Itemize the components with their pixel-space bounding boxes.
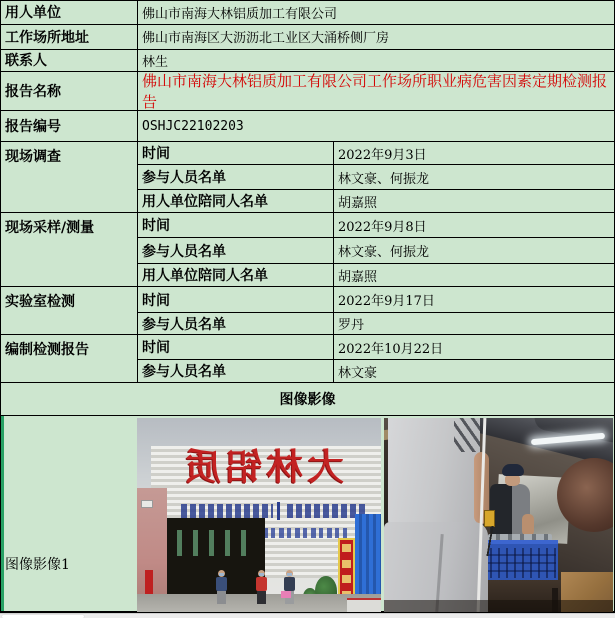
table-row [138,264,614,287]
group-lab-testing [1,287,614,335]
site-survey-time-value: 2022年9月3日 [338,147,427,163]
table-row [1,1,614,25]
table-row [138,238,614,264]
table-row [138,142,614,165]
table-row [138,335,614,360]
person-figure [255,570,268,604]
group-site-survey [1,142,614,213]
sub-label-time: 时间 [138,287,334,312]
worker-arm [522,514,534,536]
report-compilation-participants-value: 林文豪 [338,365,378,381]
site-sampling-time-value: 2022年9月8日 [338,219,427,235]
sign-divider [277,502,280,520]
horizontal-scrollbar[interactable] [0,613,615,618]
leaning-panel [347,598,381,612]
sign-small-text [287,504,365,518]
sub-label-participants: 参与人员名单 [138,238,334,263]
person-figure [283,570,296,604]
factory-exterior-photo [137,418,381,612]
sub-label-participants: 参与人员名单 [138,165,334,189]
site-survey-escort-value: 胡嘉照 [338,195,378,211]
table-row [1,111,614,143]
selection-accent-line [1,416,4,611]
row-label-workplace-address: 工作场所地址 [1,25,138,49]
images-section-header: 图像影像 [1,383,614,416]
image-row-label: 图像影像1 [5,557,70,574]
employer-value: 佛山市南海大林铝质加工有限公司 [142,6,338,22]
row-label-report-number: 报告编号 [1,111,138,142]
air-conditioner [141,500,153,508]
group-label-site-survey: 现场调查 [1,142,138,213]
row-label-contact-person: 联系人 [1,50,138,71]
table-row [1,72,614,111]
report-compilation-time-value: 2022年10月22日 [338,341,444,357]
doorway-lights [177,530,247,556]
table-row [1,50,614,72]
sub-label-employer-escort: 用人单位陪同人名单 [138,264,334,286]
group-label-report-compilation: 编制检测报告 [1,335,138,383]
table-row [138,360,614,383]
lab-testing-participants-value: 罗丹 [338,318,365,334]
sign-small-text [181,504,273,518]
group-site-sampling [1,213,614,287]
yellow-measuring-device [484,510,495,527]
workshop-floor [384,600,613,612]
sub-label-employer-escort: 用人单位陪同人名单 [138,190,334,212]
tripod-legs [481,526,499,556]
lab-testing-time-value: 2022年9月17日 [338,294,435,310]
report-number-value: OSHJC22102203 [142,118,244,134]
group-report-compilation [1,335,614,383]
workplace-address-value: 佛山市南海区大沥沥北工业区大涌桥侧厂房 [142,31,390,47]
report-name-value: 佛山市南海大林铝质加工有限公司工作场所职业病危害因素定期检测报告 [142,71,608,111]
worker-head [505,474,520,486]
factory-sign-text: 大林铝质 [180,447,345,489]
row-label-employer: 用人单位 [1,1,138,24]
site-survey-participants-value: 林文豪、何振龙 [338,171,430,187]
contact-person-value: 林生 [142,54,169,70]
table-row [138,165,614,190]
pink-folder [281,591,291,598]
sub-label-participants: 参与人员名单 [138,313,334,334]
person-figure [215,570,228,604]
group-label-lab-testing: 实验室检测 [1,287,138,335]
sub-label-time: 时间 [138,213,334,237]
shirt-stripes [454,418,480,452]
table-row [138,287,614,313]
site-sampling-escort-value: 胡嘉照 [338,269,378,285]
group-label-site-sampling: 现场采样/测量 [1,213,138,287]
table-row [1,25,614,50]
table-row [138,313,614,335]
row-label-report-name: 报告名称 [1,72,138,110]
table-row [138,213,614,238]
site-sampling-participants-value: 林文豪、何振龙 [338,245,430,261]
worker-cap [502,464,524,476]
workshop-interior-photo [384,418,613,612]
table-row [138,190,614,213]
sub-label-participants: 参与人员名单 [138,360,334,382]
sub-label-time: 时间 [138,142,334,164]
images-row [1,416,614,612]
sub-label-time: 时间 [138,335,334,359]
